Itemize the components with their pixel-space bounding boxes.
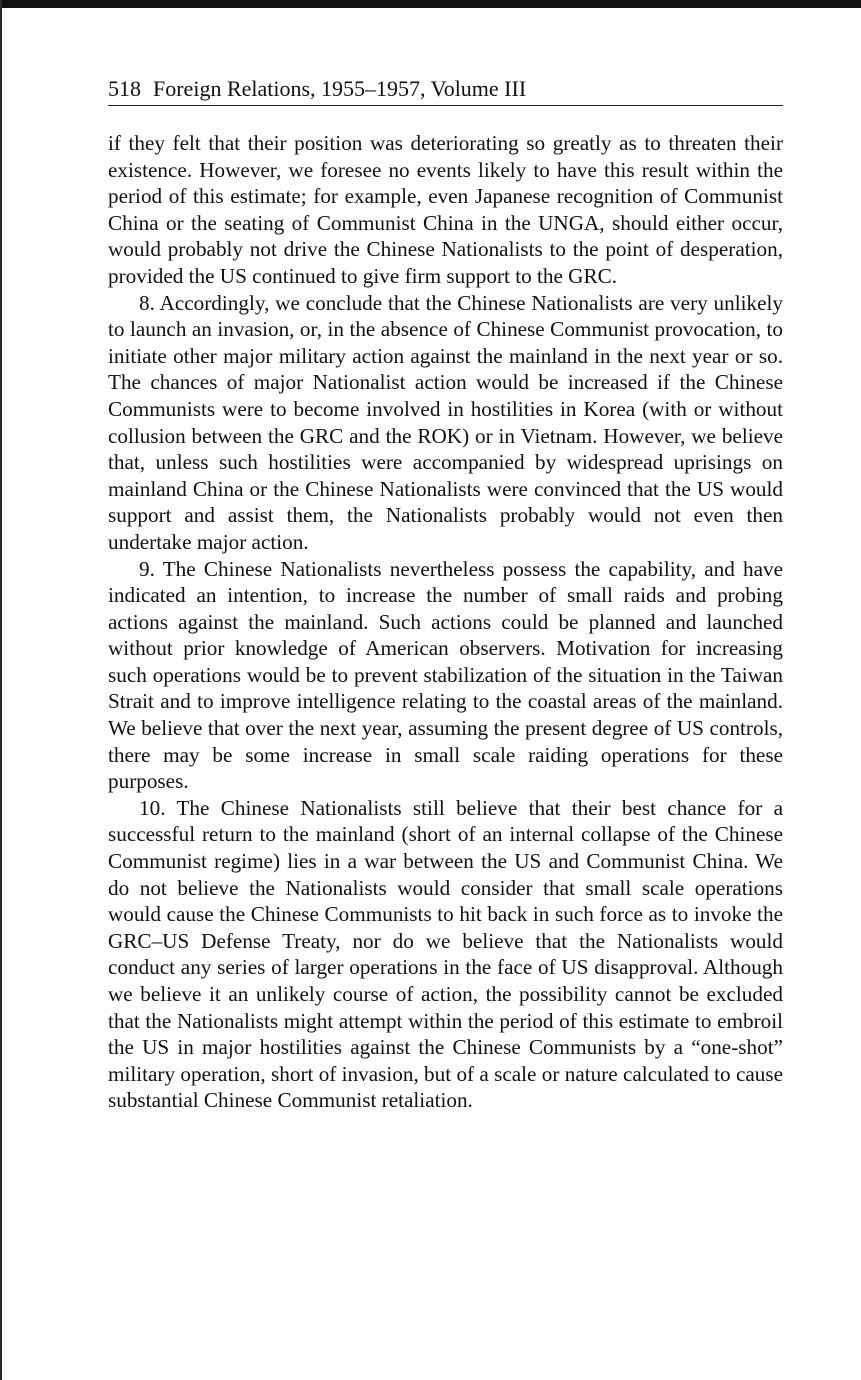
paragraph-continued: if they felt that their position was deteriorating so greatly as to threaten their existence. However, we foresee no events likely to have this result within the period of this estimate; for example, even Japanese recognition of Communist China or the seating of Communist China in the UNGA, should either occur, would probably not drive the Chinese Nationalists to the point of desperation, provided the US continued to give firm support to the GRC. xyxy=(108,131,783,288)
body-text xyxy=(108,130,783,1114)
paragraph-9: 9. The Chinese Nationalists nevertheless possess the capability, and have indicated an intention, to increase the number of small raids and probing actions against the mainland. Such actions could be planned and launched without prior knowledge of American observers. Motivation for increasing such operations would be to prevent stabilization of the situation in the Taiwan Strait and to improve intelligence relating to the coastal areas of the mainland. We believe that over the next year, assuming the present degree of US controls, there may be some increase in small scale raiding operations for these purposes. xyxy=(108,556,783,794)
paragraph-8: 8. Accordingly, we conclude that the Chinese Nationalists are very unlikely to launch an invasion, or, in the absence of Chinese Communist provocation, to initiate other major military action against the mainland in the next year or so. The chances of major Nationalist action would be increased if the Chinese Communists were to become involved in hostilities in Korea (with or without collusion between the GRC and the ROK) or in Vietnam. However, we believe that, unless such hostilities were accompanied by widespread uprisings on mainland China or the Chinese Nationalists were convinced that the US would support and assist them, the Nationalists probably would not even then undertake major action. xyxy=(108,290,783,554)
running-header xyxy=(108,74,783,106)
document-page xyxy=(108,74,783,1114)
paragraph-10: 10. The Chinese Nationalists still believe that their best chance for a successful return to the mainland (short of an internal collapse of the Chinese Communist regime) lies in a war between the US and Communist China. We do not believe the Nationalists would consider that small scale operations would cause the Chinese Communists to hit back in such force as to invoke the GRC–US Defense Treaty, nor do we believe that the Nationalists would conduct any series of larger operations in the face of US disapproval. Although we believe it an unlikely course of action, the possibility cannot be excluded that the Nationalists might attempt within the period of this estimate to embroil the US in major hostilities against the Chinese Communists by a “one-shot” military operation, short of invasion, but of a scale or nature calculated to cause substantial Chinese Communist retaliation. xyxy=(108,795,783,1113)
scan-top-border xyxy=(0,0,861,8)
scan-left-border xyxy=(0,0,2,1380)
running-title: Foreign Relations, 1955–1957, Volume III xyxy=(153,76,527,101)
page-number: 518 xyxy=(108,76,141,101)
